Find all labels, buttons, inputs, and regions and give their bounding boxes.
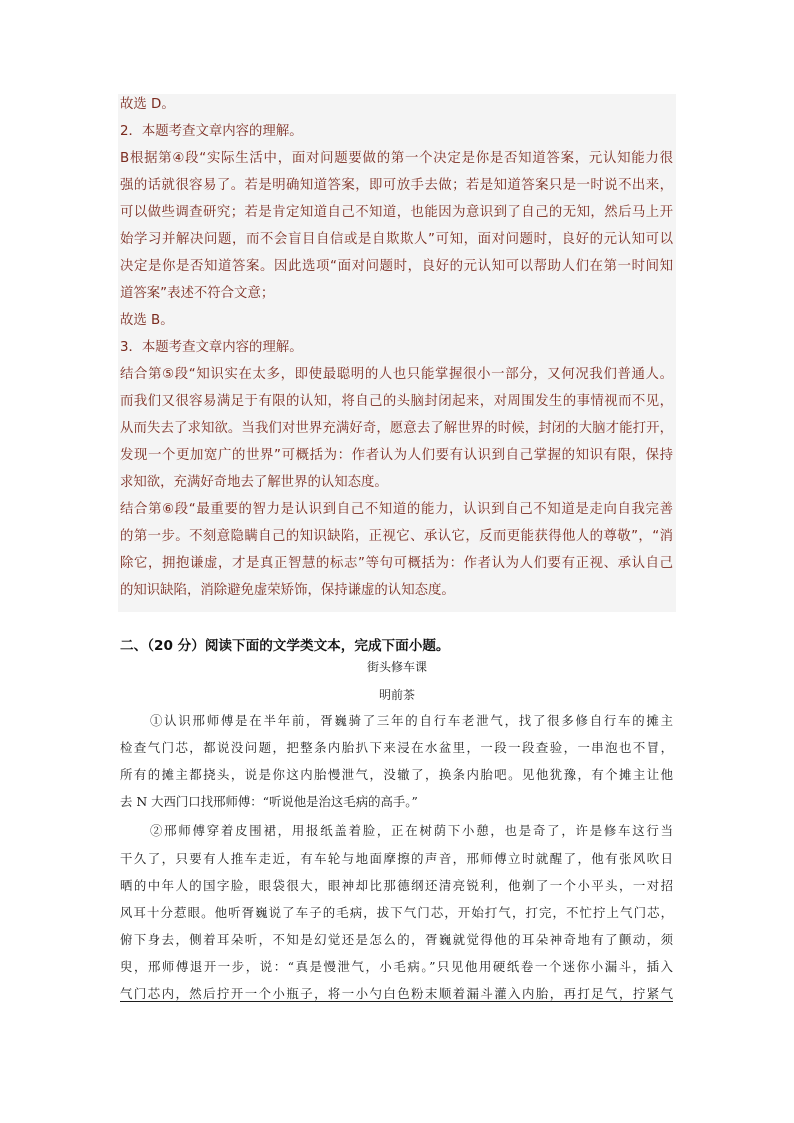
story-line: ①认识邢师傅是在半年前，胥巍骑了三年的自行车老泄气，找了很多修自行车的摊主 [150,713,673,728]
answer-line: 决定是你是否知道答案。因此选项“面对问题时，良好的元认知可以帮助人们在第一时间知 [120,259,673,274]
story-line: ②邢师傅穿着皮围裙，用报纸盖着脸，正在树荫下小憩，也是奇了，许是修车这行当 [150,823,673,838]
answer-line: 的知识缺陷，消除避免虚荣矫饰，保持谦虚的认知态度。 [120,583,455,598]
answer-line: 2．本题考查文章内容的理解。 [120,124,303,139]
section-heading: 二、（20 分）阅读下面的文学类文本，完成下面小题。 [120,638,450,654]
answer-line: B根据第④段“实际生活中，面对问题要做的第一个决定是你是否知道答案，元认知能力很 [120,151,673,166]
story-line: 干久了，只要有人推车走近，有车轮与地面摩擦的声音，邢师傅立时就醒了，他有张风吹日 [120,851,673,866]
story-line: 臾，邢师傅退开一步，说：“真是慢泄气，小毛病。”只见他用硬纸卷一个迷你小漏斗，插入 [120,959,673,974]
answer-line: 发现一个更加宽广的世界”可概括为：作者认为人们要有认识到自己掌握的知识有限，保持 [120,448,673,463]
answer-line: 结合第⑤段“知识实在太多，即使最聪明的人也只能掌握很小一部分，又何况我们普通人。 [120,367,673,382]
story-line: 晒的中年人的国字脸，眼袋很大，眼神却比那德纲还清亮锐利，他剃了一个小平头，一对招 [120,878,673,893]
story-line: 所有的摊主都挠头，说是你这内胎慢泄气，没辙了，换条内胎吧。见他犹豫，有个摊主让他 [120,767,673,782]
answer-line: 故选 D。 [120,97,175,112]
answer-line: 故选 B。 [120,313,174,328]
answer-line: 的第一步。不刻意隐瞒自己的知识缺陷，正视它、承认它，反而更能获得他人的尊敬”，“消 [120,529,673,544]
answer-line: 结合第⑥段“最重要的智力是认识到自己不知道的能力，认识到自己不知道是走向自我完善 [120,502,673,517]
story-line: 检查气门芯，都说没问题，把整条内胎扒下来浸在水盆里，一段一段查验，一串泡也不冒， [120,740,673,755]
answer-line: 可以做些调查研究；若是肯定知道自己不知道，也能因为意识到了自己的无知，然后马上开 [120,205,673,220]
answer-line: 从而失去了求知欲。当我们对世界充满好奇，愿意去了解世界的时候，封闭的大脑才能打开， [120,421,673,436]
story-line: 去 N 大西门口找邢师傅：“听说他是治这毛病的高手。” [120,794,418,809]
story-author: 明前茶 [378,688,415,702]
story-line: 风耳十分惹眼。他听胥巍说了车子的毛病，拔下气门芯，开始打气，打完，不忙拧上气门芯， [120,905,673,920]
answer-line: 而我们又很容易满足于有限的认知，将自己的头脑封闭起来，对周围发生的事情视而不见， [120,394,673,409]
story-line: 气门芯内，然后拧开一个小瓶子，将一小勺白色粉末顺着漏斗灌入内胎，再打足气，拧紧气 [120,986,673,1001]
answer-line: 除它，拥抱谦虚，才是真正智慧的标志”等句可概括为：作者认为人们要有正视、承认自己 [120,556,673,571]
answer-line: 强的话就很容易了。若是明确知道答案，即可放手去做；若是知道答案只是一时说不出来， [120,178,673,193]
answer-line: 始学习并解决问题，而不会盲目自信或是自欺欺人”可知，面对问题时，良好的元认知可以 [120,232,673,247]
answer-line: 求知欲，充满好奇地去了解世界的认知态度。 [120,475,388,490]
answer-line: 道答案”表述不符合文意； [120,286,275,301]
story-line: 俯下身去，侧着耳朵听，不知是幻觉还是怎么的，胥巍就觉得他的耳朵神奇地有了颤动，须 [120,932,673,947]
answer-line: 3．本题考查文章内容的理解。 [120,340,303,355]
story-title: 街头修车课 [366,660,427,674]
